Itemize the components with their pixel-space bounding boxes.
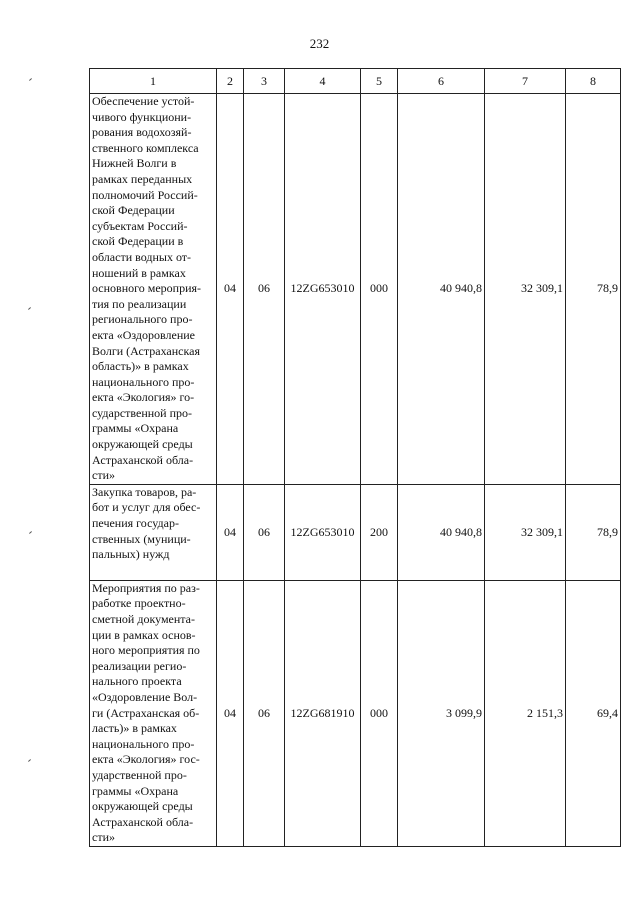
budget-table xyxy=(89,68,621,847)
description-line: «Оздоровление Вол- xyxy=(92,690,198,704)
description-line: работке проектно- xyxy=(92,596,186,611)
description-line: Закупка товаров, ра- xyxy=(92,484,197,499)
header-cell: 6 xyxy=(398,69,485,94)
execution-percent: 78,9 xyxy=(566,94,621,485)
header-cell: 5 xyxy=(361,69,398,94)
item-description xyxy=(90,484,217,580)
description-line: граммы «Охрана xyxy=(92,783,179,798)
description-line: рования водохозяй- xyxy=(92,125,192,140)
description-line: национального про- xyxy=(92,736,195,751)
description-line: регионального про- xyxy=(92,312,193,327)
description-line: екта «Экология» гос- xyxy=(92,752,200,767)
executed-amount: 2 151,3 xyxy=(485,580,566,846)
description-line: сти» xyxy=(92,468,115,483)
description-line: область)» в рамках xyxy=(92,359,189,374)
subsection-code: 06 xyxy=(244,94,285,485)
description-line: окружающей среды xyxy=(92,799,193,814)
scan-mark xyxy=(28,307,31,310)
table-row xyxy=(90,580,621,846)
description-line: Нижней Волги в xyxy=(92,156,177,171)
description-line: чивого функциони- xyxy=(92,109,192,124)
description-line: ношений в рамках xyxy=(92,265,186,280)
description-line: ской Федерации в xyxy=(92,234,184,249)
target-article-code: 12ZG653010 xyxy=(285,94,361,485)
expense-type-code: 200 xyxy=(361,484,398,580)
description-line: Астраханской обла- xyxy=(92,814,194,829)
description-line: полномочий Россий- xyxy=(92,187,198,202)
description-line: ции в рамках основ- xyxy=(92,627,196,642)
planned-amount: 40 940,8 xyxy=(398,94,485,485)
description-line: области водных от- xyxy=(92,249,192,264)
description-line: нального проекта xyxy=(92,674,182,689)
header-cell: 1 xyxy=(90,69,217,94)
header-cell: 3 xyxy=(244,69,285,94)
scan-mark xyxy=(29,531,32,534)
description-line: Астраханской обла- xyxy=(92,452,194,467)
target-article-code: 12ZG653010 xyxy=(285,484,361,580)
scan-mark xyxy=(28,759,31,762)
description-line: Мероприятия по раз- xyxy=(92,580,200,595)
header-cell: 7 xyxy=(485,69,566,94)
expense-type-code: 000 xyxy=(361,94,398,485)
description-line: ного мероприятия по xyxy=(92,643,200,658)
item-description xyxy=(90,580,217,846)
description-line: екта «Оздоровление xyxy=(92,327,196,342)
subsection-code: 06 xyxy=(244,580,285,846)
header-cell: 8 xyxy=(566,69,621,94)
section-code: 04 xyxy=(217,484,244,580)
description-line: бот и услуг для обес- xyxy=(92,500,201,515)
section-code: 04 xyxy=(217,94,244,485)
description-line: рамках переданных xyxy=(92,171,193,186)
description-line: печения государ- xyxy=(92,516,179,531)
description-line: сти» xyxy=(92,830,115,845)
description-line: Обеспечение устой- xyxy=(92,94,195,108)
description-line: сударственной про- xyxy=(92,405,193,420)
description-line: основного мероприя- xyxy=(92,281,202,296)
expense-type-code: 000 xyxy=(361,580,398,846)
description-line: ской Федерации xyxy=(92,203,175,218)
description-line: пальных) нужд xyxy=(92,547,170,562)
description-line: национального про- xyxy=(92,374,195,389)
section-code: 04 xyxy=(217,580,244,846)
description-line: ударственной про- xyxy=(92,767,187,782)
execution-percent: 69,4 xyxy=(566,580,621,846)
description-line: окружающей среды xyxy=(92,437,193,452)
executed-amount: 32 309,1 xyxy=(485,484,566,580)
description-line: ги (Астраханская об- xyxy=(92,705,200,720)
description-line: ственного комплекса xyxy=(92,140,199,155)
header-row xyxy=(90,69,621,94)
planned-amount: 40 940,8 xyxy=(398,484,485,580)
description-line: екта «Экология» го- xyxy=(92,390,195,405)
description-line: субъектам Россий- xyxy=(92,218,188,233)
executed-amount: 32 309,1 xyxy=(485,94,566,485)
page-number: 232 xyxy=(309,36,330,51)
description-line: Волги (Астраханская xyxy=(92,343,200,358)
description-line: ласть)» в рамках xyxy=(92,721,177,736)
description-line: реализации регио- xyxy=(92,658,187,673)
header-cell: 4 xyxy=(285,69,361,94)
subsection-code: 06 xyxy=(244,484,285,580)
planned-amount: 3 099,9 xyxy=(398,580,485,846)
description-line: тия по реализации xyxy=(92,296,187,311)
table-row xyxy=(90,94,621,485)
description-line: ственных (муници- xyxy=(92,531,191,546)
target-article-code: 12ZG681910 xyxy=(285,580,361,846)
execution-percent: 78,9 xyxy=(566,484,621,580)
description-line: сметной документа- xyxy=(92,612,195,627)
item-description xyxy=(90,94,217,485)
scan-mark xyxy=(29,78,32,81)
description-line: граммы «Охрана xyxy=(92,421,179,436)
header-cell: 2 xyxy=(217,69,244,94)
table-row xyxy=(90,484,621,580)
